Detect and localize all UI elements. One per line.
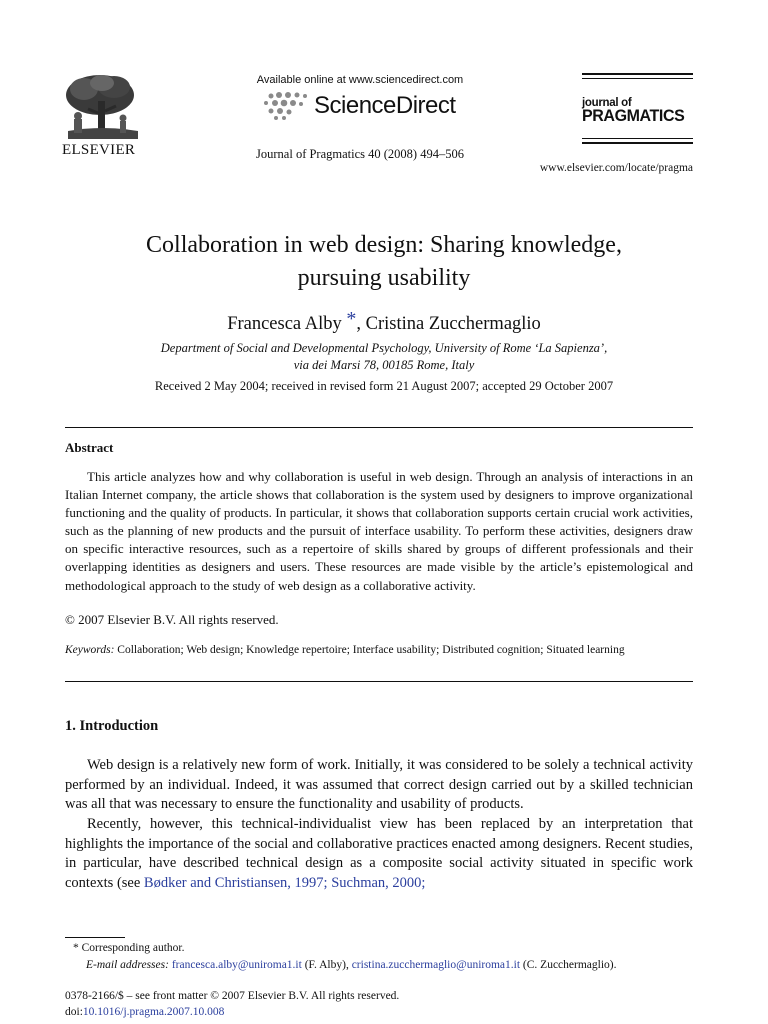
doi-link[interactable]: 10.1016/j.pragma.2007.10.008 bbox=[82, 1006, 225, 1018]
logo-rule bbox=[582, 73, 693, 75]
footnote-mark: * bbox=[73, 942, 79, 954]
corresponding-author-link[interactable]: * bbox=[346, 308, 357, 330]
email-label: E-mail addresses: bbox=[86, 959, 169, 971]
section-heading: 1. Introduction bbox=[65, 718, 159, 734]
elsevier-logo bbox=[62, 73, 144, 159]
author-list bbox=[60, 308, 708, 335]
logo-rule bbox=[582, 138, 693, 139]
abstract-text: This article analyzes how and why collaboration is useful in web design. Through an analysis of interactions in an Italian Internet company, the article shows that collaboration is the system used by designers to improve organizational functioning and the quality of products. In particular, it shows that collaboration supports certain crucial work activities, such as the planning of new products and the pursuit of interface usability. To perform these activities, designers draw on specific interactive resources, such as a repertoire of skills shared by groups of different professionals and their overlapping identities as designers and users. These resources are made visible by the article’s epistemological and methodological approach to the study of web design as a collaborative activity. bbox=[65, 469, 693, 593]
logo-rule bbox=[582, 78, 693, 79]
sciencedirect-wordmark: ScienceDirect bbox=[314, 92, 456, 119]
article-title bbox=[60, 229, 708, 295]
intro-paragraph-1: Web design is a relatively new form of work. Initially, it was considered to be solely a technical activity performed by an individual. Indeed, it was assumed that correct design carried out by a skilled technician was all that was necessary to ensure the functionality and usability of products. bbox=[65, 757, 693, 813]
journal-logo bbox=[582, 73, 693, 144]
keywords-label: Keywords: bbox=[65, 644, 115, 656]
journal-logo-line2: PRAGMATICS bbox=[582, 107, 685, 126]
publisher-name: ELSEVIER bbox=[62, 142, 136, 158]
footnote-rule bbox=[65, 937, 125, 938]
title-line-1: Collaboration in web design: Sharing knowledge, bbox=[146, 232, 622, 258]
journal-logo-line1: journal of bbox=[582, 97, 632, 109]
divider bbox=[65, 681, 693, 682]
author-2: , Cristina Zucchermaglio bbox=[356, 314, 541, 334]
email-link-alby[interactable]: francesca.alby@uniroma1.it bbox=[171, 959, 302, 971]
footnote-corresponding bbox=[73, 942, 184, 954]
sciencedirect-logo bbox=[262, 90, 456, 122]
sciencedirect-dots-icon bbox=[262, 90, 310, 122]
logo-rule bbox=[582, 142, 693, 144]
title-line-2: pursuing usability bbox=[297, 265, 471, 291]
affiliation-line-1: Department of Social and Developmental Psychology, University of Rome ‘La Sapienza’, bbox=[160, 341, 608, 355]
received-dates: Received 2 May 2004; received in revised form 21 August 2007; accepted 29 October 2007 bbox=[154, 379, 614, 393]
doi-line bbox=[65, 1006, 224, 1018]
available-online-text: Available online at www.sciencedirect.com bbox=[256, 74, 464, 86]
abstract-heading: Abstract bbox=[65, 440, 114, 455]
citation-link[interactable]: Bødker and Christiansen, 1997; Suchman, 2000; bbox=[143, 874, 426, 891]
email-name-zucchermaglio: (C. Zucchermaglio). bbox=[520, 959, 617, 971]
email-name-alby: (F. Alby), bbox=[301, 959, 352, 971]
footnote-text: Corresponding author. bbox=[78, 942, 185, 954]
keywords-list: Collaboration; Web design; Knowledge repertoire; Interface usability; Distributed cognition; Situated learning bbox=[114, 644, 625, 656]
journal-url-link[interactable]: www.elsevier.com/locate/pragma bbox=[539, 162, 693, 174]
doi-label: doi: bbox=[65, 1006, 83, 1018]
footnote-emails bbox=[86, 959, 706, 971]
issn-line: 0378-2166/$ – see front matter © 2007 Elsevier B.V. All rights reserved. bbox=[65, 990, 400, 1002]
author-1: Francesca Alby bbox=[227, 314, 342, 334]
intro-paragraph-2 bbox=[65, 815, 693, 893]
affiliation-line-2: via dei Marsi 78, 00185 Rome, Italy bbox=[293, 358, 475, 372]
intro-paragraph-2-text: Recently, however, this technical-individualist view has been replaced by an interpretation that highlights the importance of the social and collaborative practices enacted among designers. Recent studies, in particular, have described technical design as a composite social activity situated in specific work contexts (see bbox=[65, 816, 693, 891]
journal-citation: Journal of Pragmatics 40 (2008) 494–506 bbox=[256, 147, 464, 161]
abstract-copyright: © 2007 Elsevier B.V. All rights reserved. bbox=[65, 612, 279, 627]
keywords bbox=[65, 642, 693, 659]
elsevier-tree-icon bbox=[62, 73, 142, 141]
email-link-zucchermaglio[interactable]: cristina.zucchermaglio@uniroma1.it bbox=[351, 959, 521, 971]
divider bbox=[65, 427, 693, 428]
